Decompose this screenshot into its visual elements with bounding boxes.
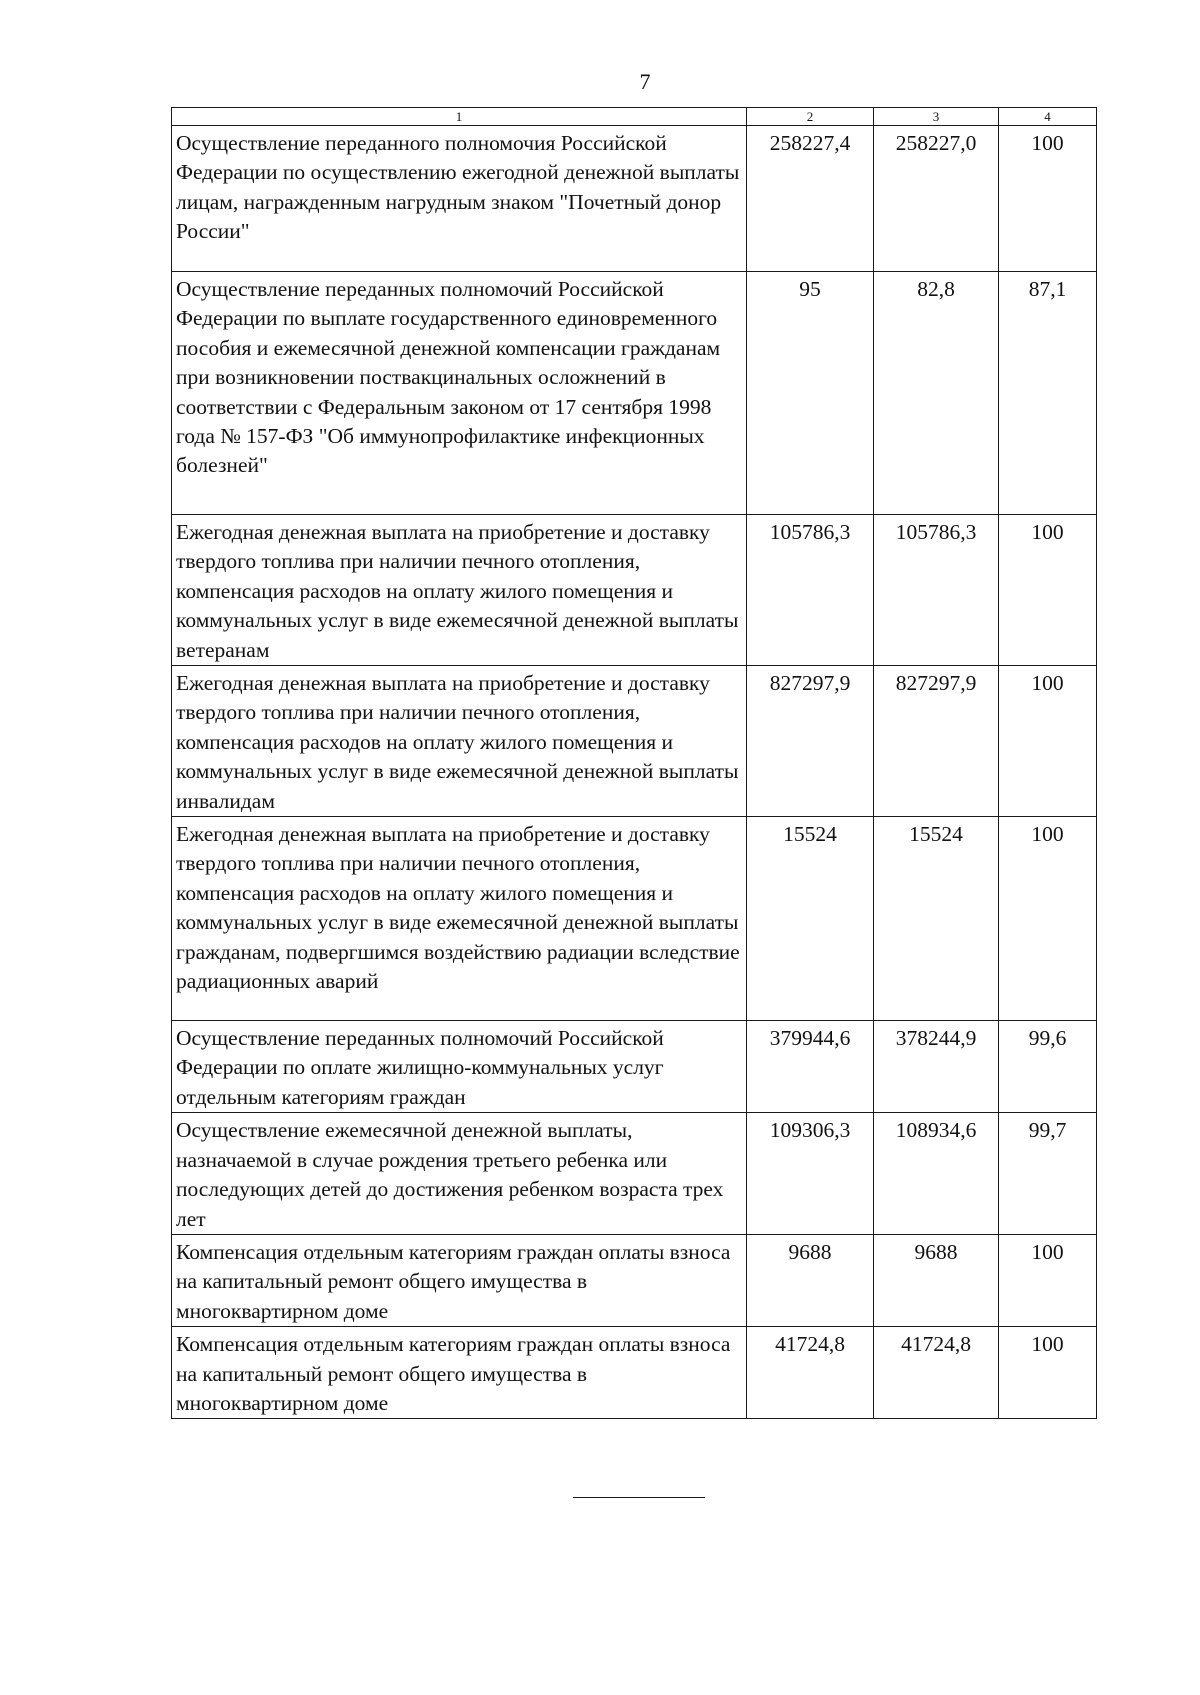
row-value-col4: 100	[999, 1234, 1097, 1326]
end-of-document-rule	[573, 1497, 705, 1498]
row-value-col2: 109306,3	[747, 1113, 874, 1235]
row-value-col3: 378244,9	[874, 1021, 999, 1113]
row-value-col2: 827297,9	[747, 666, 874, 817]
table-row	[172, 515, 1097, 666]
row-description: Ежегодная денежная выплата на приобретение и доставку твердого топлива при наличии печного отопления, компенсация расходов на оплату жилого помещения и коммунальных услуг в виде ежемесячной денежной выплаты инвалидам	[172, 666, 747, 817]
row-value-col2: 105786,3	[747, 515, 874, 666]
row-value-col3: 41724,8	[874, 1327, 999, 1419]
row-value-col2: 258227,4	[747, 126, 874, 272]
table-row	[172, 666, 1097, 817]
row-description: Осуществление ежемесячной денежной выплаты, назначаемой в случае рождения третьего ребенка или последующих детей до достижения ребенком возраста трех лет	[172, 1113, 747, 1235]
table-row	[172, 126, 1097, 272]
table-row	[172, 272, 1097, 515]
column-header-1: 1	[172, 108, 747, 126]
table-row	[172, 1021, 1097, 1113]
row-description: Осуществление переданных полномочий Российской Федерации по оплате жилищно-коммунальных услуг отдельным категориям граждан	[172, 1021, 747, 1113]
table-row	[172, 1113, 1097, 1235]
page-number: 7	[639, 69, 651, 94]
row-value-col3: 105786,3	[874, 515, 999, 666]
table-row	[172, 1234, 1097, 1326]
row-value-col4: 100	[999, 1327, 1097, 1419]
table-row	[172, 817, 1097, 1021]
row-value-col3: 258227,0	[874, 126, 999, 272]
row-description: Осуществление переданного полномочия Российской Федерации по осуществлению ежегодной денежной выплаты лицам, награжденным нагрудным знаком "Почетный донор России"	[172, 126, 747, 272]
row-description: Ежегодная денежная выплата на приобретение и доставку твердого топлива при наличии печного отопления, компенсация расходов на оплату жилого помещения и коммунальных услуг в виде ежемесячной денежной выплаты ветеранам	[172, 515, 747, 666]
row-value-col4: 100	[999, 817, 1097, 1021]
row-description: Осуществление переданных полномочий Российской Федерации по выплате государственного единовременного пособия и ежемесячной денежной компенсации гражданам при возникновении поствакцинальных осложнений в соответствии с Федеральным законом от 17 сентября 1998 года № 157-ФЗ "Об иммунопрофилактике инфекционных болезней"	[172, 272, 747, 515]
row-value-col3: 15524	[874, 817, 999, 1021]
row-value-col3: 9688	[874, 1234, 999, 1326]
row-value-col3: 82,8	[874, 272, 999, 515]
row-value-col4: 100	[999, 515, 1097, 666]
report-table	[171, 107, 1097, 1419]
row-description: Ежегодная денежная выплата на приобретение и доставку твердого топлива при наличии печного отопления, компенсация расходов на оплату жилого помещения и коммунальных услуг в виде ежемесячной денежной выплаты гражданам, подвергшимся воздействию радиации вследствие радиационных аварий	[172, 817, 747, 1021]
row-description: Компенсация отдельным категориям граждан оплаты взноса на капитальный ремонт общего имущества в многоквартирном доме	[172, 1234, 747, 1326]
row-value-col2: 41724,8	[747, 1327, 874, 1419]
row-value-col4: 100	[999, 126, 1097, 272]
row-value-col3: 108934,6	[874, 1113, 999, 1235]
column-header-4: 4	[999, 108, 1097, 126]
row-value-col4: 87,1	[999, 272, 1097, 515]
row-value-col2: 95	[747, 272, 874, 515]
row-description: Компенсация отдельным категориям граждан оплаты взноса на капитальный ремонт общего имущества в многоквартирном доме	[172, 1327, 747, 1419]
table-header-row	[172, 108, 1097, 126]
row-value-col4: 100	[999, 666, 1097, 817]
row-value-col4: 99,7	[999, 1113, 1097, 1235]
row-value-col2: 9688	[747, 1234, 874, 1326]
row-value-col2: 379944,6	[747, 1021, 874, 1113]
row-value-col3: 827297,9	[874, 666, 999, 817]
table-row	[172, 1327, 1097, 1419]
column-header-3: 3	[874, 108, 999, 126]
row-value-col2: 15524	[747, 817, 874, 1021]
column-header-2: 2	[747, 108, 874, 126]
row-value-col4: 99,6	[999, 1021, 1097, 1113]
